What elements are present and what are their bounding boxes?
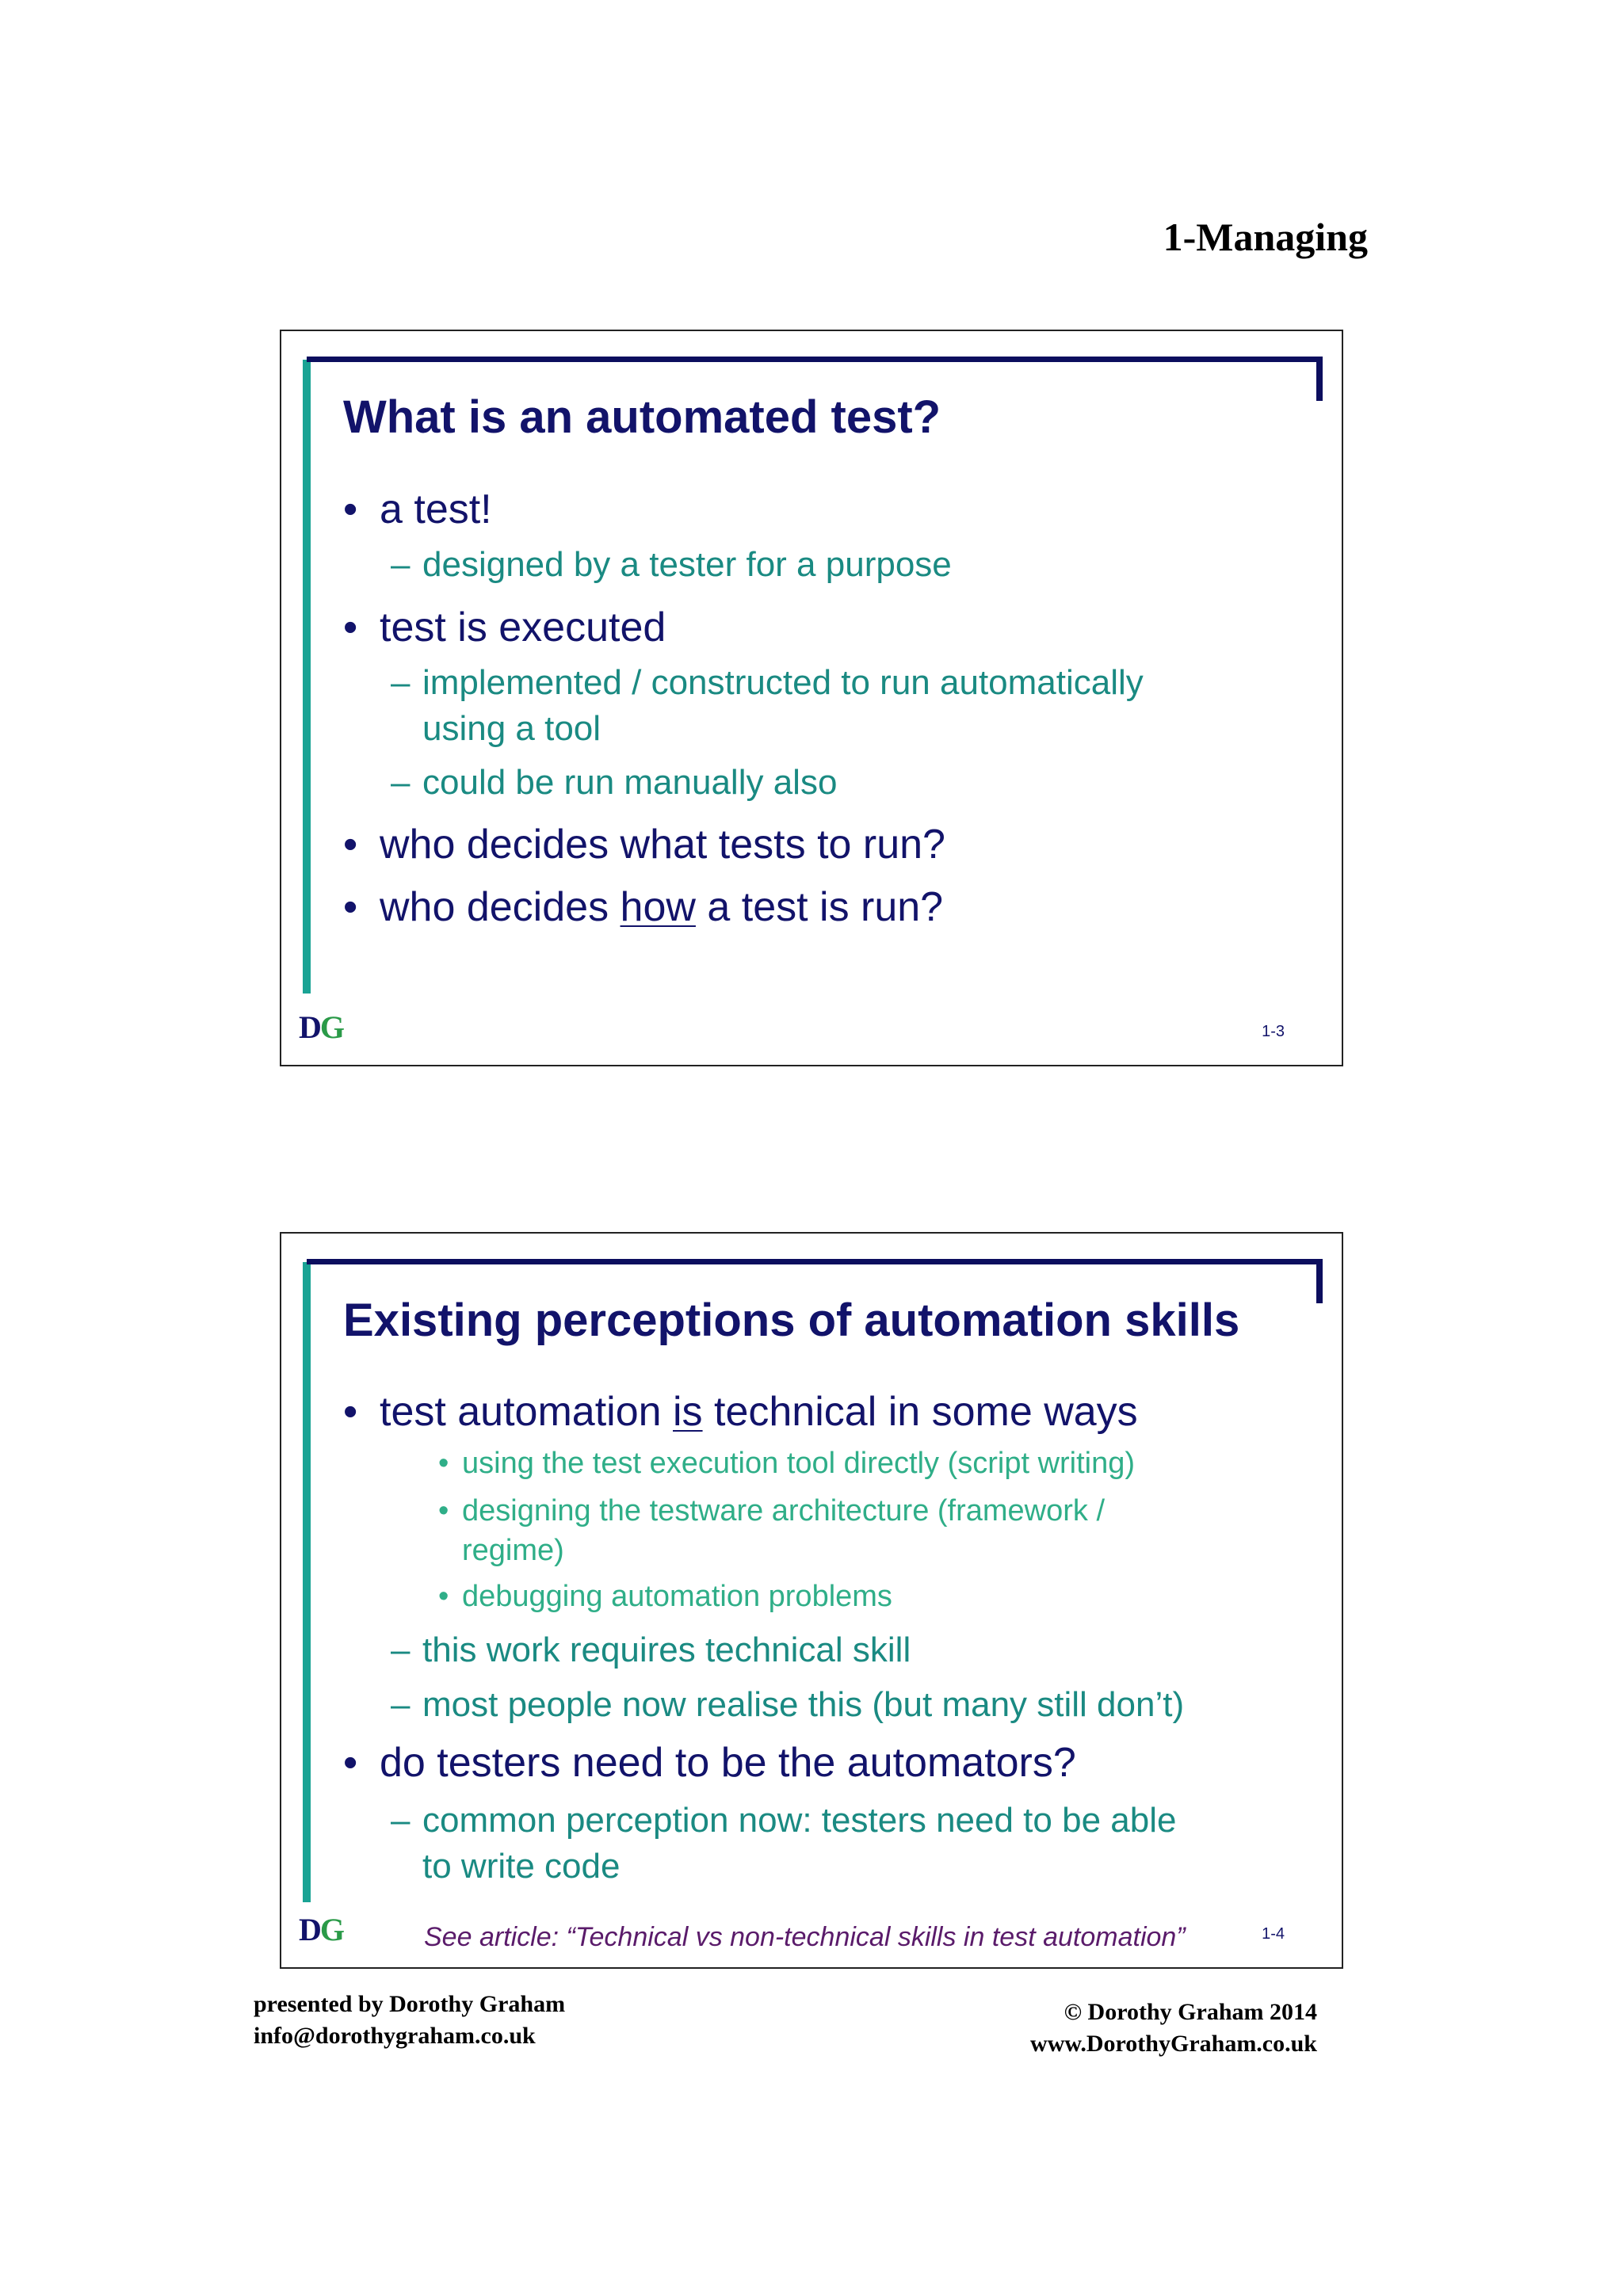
- bullet-item: • who decides what tests to run?: [343, 822, 945, 868]
- footer-copyright: [1030, 1997, 1317, 2060]
- page-header-title: 1-Managing: [1163, 215, 1368, 259]
- dg-logo: DG: [299, 1912, 344, 1947]
- slide-frame-bar: [307, 1259, 1319, 1264]
- presenter-email: info@dorothygraham.co.uk: [254, 2023, 536, 2049]
- copyright-text: © Dorothy Graham 2014: [1064, 1999, 1317, 2025]
- dg-logo: DG: [299, 1009, 344, 1045]
- sub-item: – this work requires technical skill: [391, 1630, 911, 1669]
- slide-frame-corner: [1316, 1259, 1323, 1303]
- slide-title: Existing perceptions of automation skills: [343, 1295, 1240, 1346]
- slide-number: 1-4: [1262, 1925, 1285, 1943]
- sub-item: – designed by a tester for a purpose: [391, 545, 952, 584]
- slide-number: 1-3: [1262, 1023, 1285, 1040]
- presenter-name: presented by Dorothy Graham: [254, 1991, 566, 2017]
- bullet-item: • test automation is technical in some ways: [343, 1389, 1138, 1435]
- slide-accent-bar: [303, 1262, 311, 1902]
- underlined-word: is: [673, 1389, 703, 1435]
- underlined-word: how: [620, 884, 696, 930]
- slide-frame-bar: [307, 357, 1319, 362]
- bullet-item: • do testers need to be the automators?: [343, 1740, 1076, 1786]
- sub-sub-item: • using the test execution tool directly (script writing): [438, 1447, 1136, 1480]
- bullet-item: • test is executed: [343, 605, 666, 650]
- sub-item: – implemented / constructed to run automatically using a tool: [391, 663, 1144, 748]
- sub-item: – common perception now: testers need to be able to write code: [391, 1801, 1177, 1886]
- slide-frame-corner: [1316, 357, 1323, 401]
- sub-item: – most people now realise this (but many still don’t): [391, 1685, 1185, 1724]
- slide-title: What is an automated test?: [343, 391, 941, 443]
- bullet-item: • a test!: [343, 486, 492, 532]
- slide-accent-bar: [303, 360, 311, 994]
- slide-1-3: [280, 330, 1343, 1066]
- website-text: www.DorothyGraham.co.uk: [1030, 2031, 1317, 2057]
- sub-sub-item: • debugging automation problems: [438, 1580, 892, 1613]
- article-reference: See article: “Technical vs non-technical skills in test automation”: [424, 1922, 1186, 1952]
- bullet-item: • who decides how a test is run?: [343, 884, 944, 930]
- sub-sub-item: • designing the testware architecture (framework / regime): [438, 1494, 1106, 1567]
- slide-1-4: [280, 1232, 1343, 1969]
- footer-presenter: [254, 1989, 565, 2052]
- sub-item: – could be run manually also: [391, 763, 838, 802]
